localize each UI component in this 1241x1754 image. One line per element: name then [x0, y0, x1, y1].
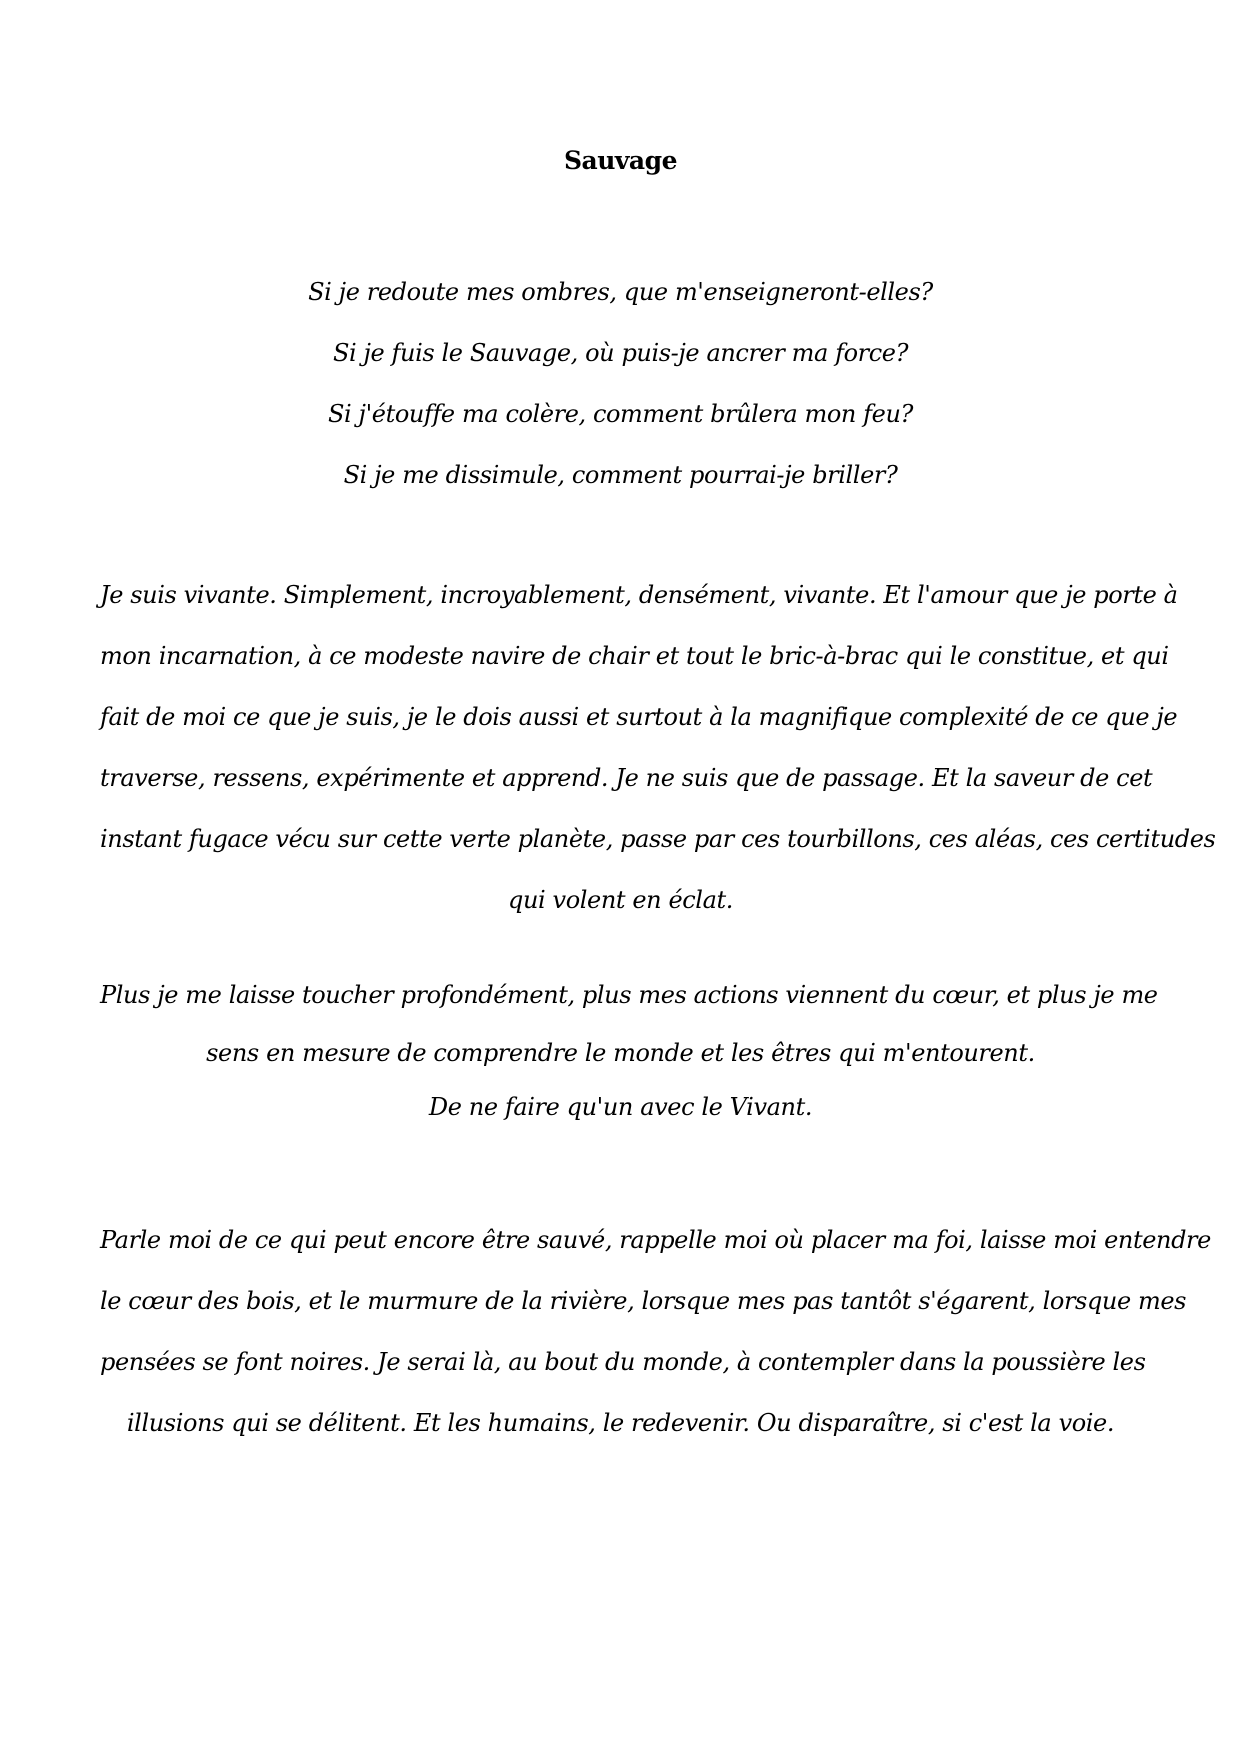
stanza-line: Si je redoute mes ombres, que m'enseigneront-elles? — [308, 278, 933, 306]
paragraph-line: Parle moi de ce qui peut encore être sauvé, rappelle moi où placer ma foi, laisse moi entendre — [100, 1226, 1211, 1254]
paragraph-line: le cœur des bois, et le murmure de la rivière, lorsque mes pas tantôt s'égarent, lorsque mes — [100, 1287, 1187, 1315]
paragraph-line: fait de moi ce que je suis, je le dois aussi et surtout à la magnifique complexité de ce que je — [100, 703, 1178, 731]
paragraph-1 — [100, 565, 1216, 931]
paragraph-line: De ne faire qu'un avec le Vivant. — [428, 1093, 813, 1121]
page-title: Sauvage — [563, 146, 678, 175]
paragraph-line: Je suis vivante. Simplement, incroyablement, densément, vivante. Et l'amour que je porte à — [100, 581, 1178, 609]
stanza-line: Si j'étouffe ma colère, comment brûlera mon feu? — [328, 400, 913, 428]
stanza-line: Si je fuis le Sauvage, où puis-je ancrer ma force? — [332, 339, 909, 367]
paragraph-2 — [100, 965, 1158, 1134]
paragraph-line: mon incarnation, à ce modeste navire de chair et tout le bric-à-brac qui le constitue, et qui — [100, 642, 1169, 670]
paragraph-line: pensées se font noires. Je serai là, au bout du monde, à contempler dans la poussière les — [100, 1348, 1146, 1376]
paragraph-line: Plus je me laisse toucher profondément, plus mes actions viennent du cœur, et plus je me — [100, 981, 1158, 1009]
paragraph-line: sens en mesure de comprendre le monde et les êtres qui m'entourent. — [206, 1039, 1035, 1067]
paragraph-line: illusions qui se délitent. Et les humains, le redevenir. Ou disparaître, si c'est la voie. — [126, 1409, 1115, 1437]
opening-stanza — [100, 262, 1141, 506]
paragraph-3 — [100, 1210, 1211, 1454]
stanza-line: Si je me dissimule, comment pourrai-je briller? — [343, 461, 898, 489]
paragraph-line: traverse, ressens, expérimente et apprend. Je ne suis que de passage. Et la saveur de cet — [100, 764, 1153, 792]
paragraph-line: instant fugace vécu sur cette verte planète, passe par ces tourbillons, ces aléas, ces certitudes — [100, 825, 1216, 853]
paragraph-line: qui volent en éclat. — [508, 886, 733, 914]
